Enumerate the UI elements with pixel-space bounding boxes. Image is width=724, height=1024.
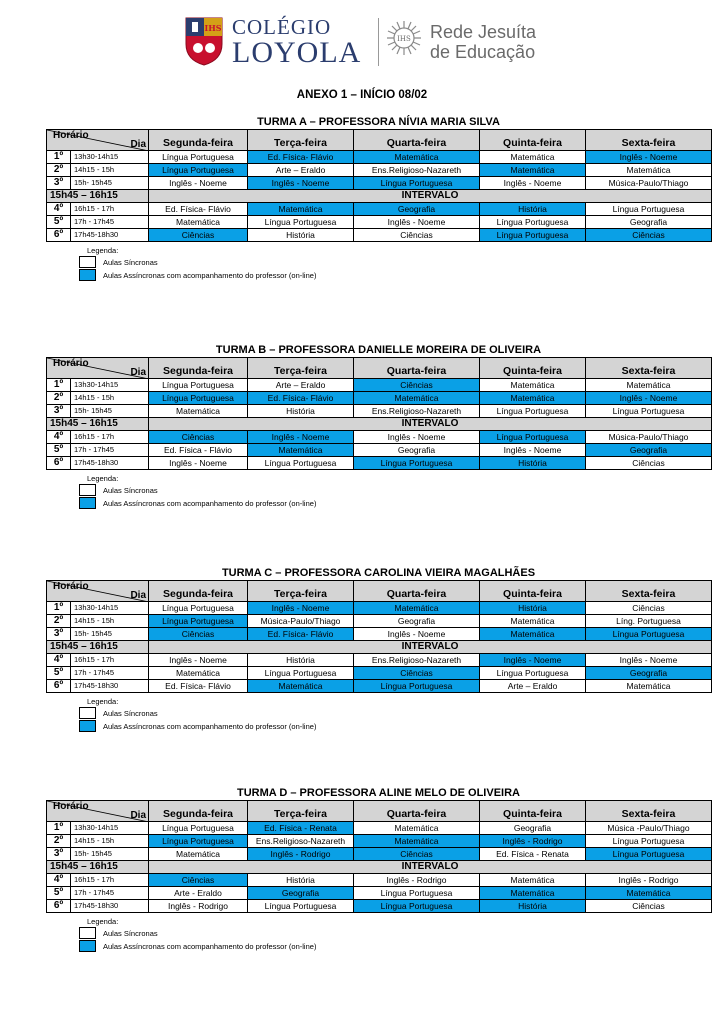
sync-class-cell: Matemática [149,216,248,229]
sync-class-cell: Ed. Física- Flávio [149,680,248,693]
async-class-cell: Geografia [248,887,354,900]
async-class-cell: Língua Portuguesa [586,628,712,641]
legend-title: Legenda: [87,917,119,926]
sync-class-cell: Inglês - Noeme [354,216,480,229]
sync-class-cell: Arte - Eraldo [149,887,248,900]
sync-class-cell: Matemática [586,680,712,693]
day-header: Sexta-feira [586,801,712,822]
sync-class-cell: Líng. Portuguesa [586,615,712,628]
legend-async-item [79,269,711,282]
sync-class-cell: Geografia [354,615,480,628]
class-period-row [47,900,712,913]
async-swatch [79,269,96,281]
sync-class-cell: Música -Paulo/Thiago [586,822,712,835]
sync-swatch [79,256,96,268]
dia-label: Dia [130,810,146,821]
sync-class-cell: Música-Paulo/Thiago [586,431,712,444]
day-header: Quarta-feira [354,801,480,822]
legend [79,246,711,282]
table-header-row [47,801,712,822]
day-header: Terça-feira [248,801,354,822]
sync-class-cell: Matemática [586,164,712,177]
day-header: Segunda-feira [149,801,248,822]
class-period-row [47,151,712,164]
legend-sync-label: Aulas Síncronas [103,258,158,267]
period-time: 13h30-14h15 [71,151,149,164]
sync-class-cell: Inglês - Noeme [149,457,248,470]
sync-class-cell: História [248,874,354,887]
async-class-cell: Geografia [354,203,480,216]
async-class-cell: Geografia [586,444,712,457]
school-name [232,16,361,68]
legend-title: Legenda: [87,474,119,483]
sync-class-cell: Língua Portuguesa [480,405,586,418]
table-header-row [47,358,712,379]
async-class-cell: Matemática [354,835,480,848]
annex-title: ANEXO 1 – INÍCIO 08/02 [296,89,428,101]
class-period-row [47,229,712,242]
async-class-cell: Inglês - Noeme [586,392,712,405]
async-class-cell: Inglês - Noeme [586,151,712,164]
legend-sync-label: Aulas Síncronas [103,929,158,938]
sync-class-cell: Ens.Religioso-Nazareth [354,405,480,418]
sync-class-cell: Língua Portuguesa [354,887,480,900]
period-time: 17h45-18h30 [71,229,149,242]
horario-label: Horário [53,358,89,369]
sync-class-cell: Língua Portuguesa [248,667,354,680]
legend-title: Legenda: [87,697,119,706]
async-class-cell: Ed. Física- Flávio [248,151,354,164]
sync-class-cell: Inglês - Rodrigo [354,874,480,887]
sync-class-cell: História [248,654,354,667]
dia-label: Dia [130,590,146,601]
colegio-loyola-shield-logo [184,16,224,66]
day-header: Quinta-feira [480,358,586,379]
async-class-cell: Ciências [354,667,480,680]
dia-label: Dia [130,367,146,378]
turma-a-section [46,115,711,282]
async-class-cell: Matemática [480,392,586,405]
sync-class-cell: Ed. Física - Renata [480,848,586,861]
day-header: Sexta-feira [586,130,712,151]
interval-time: 15h45 – 16h15 [47,418,149,431]
sync-class-cell: Língua Portuguesa [149,151,248,164]
sync-class-cell: Matemática [480,151,586,164]
legend-async-label: Aulas Assíncronas com acompanhamento do professor (on-line) [103,942,317,951]
sync-class-cell: Língua Portuguesa [248,900,354,913]
class-period-row [47,164,712,177]
period-number: 2º [47,164,71,177]
sync-class-cell: Língua Portuguesa [586,405,712,418]
period-time: 15h- 15h45 [71,177,149,190]
legend-title: Legenda: [87,246,119,255]
period-time: 17h - 17h45 [71,444,149,457]
async-class-cell: Inglês - Noeme [248,431,354,444]
interval-label: INTERVALO [149,641,712,654]
async-class-cell: Matemática [248,444,354,457]
sync-class-cell: Inglês - Noeme [480,444,586,457]
period-number: 4º [47,431,71,444]
sync-class-cell: Ens.Religioso-Nazareth [354,654,480,667]
sync-class-cell: Língua Portuguesa [480,216,586,229]
interval-time: 15h45 – 16h15 [47,641,149,654]
turma-b-section [46,343,711,510]
sync-class-cell: Inglês - Noeme [354,628,480,641]
sync-class-cell: Geografia [480,822,586,835]
period-number: 4º [47,874,71,887]
legend-async-item [79,497,711,510]
class-period-row [47,216,712,229]
async-class-cell: Ciências [586,229,712,242]
async-class-cell: Ciências [354,848,480,861]
period-number: 4º [47,654,71,667]
async-class-cell: Língua Portuguesa [586,848,712,861]
async-class-cell: Ciências [149,874,248,887]
period-time: 16h15 - 17h [71,874,149,887]
period-number: 5º [47,216,71,229]
sync-class-cell: Ciências [586,900,712,913]
async-class-cell: Matemática [480,887,586,900]
period-number: 3º [47,177,71,190]
async-class-cell: Ciências [354,379,480,392]
day-header: Quinta-feira [480,581,586,602]
sync-class-cell: Matemática [480,615,586,628]
class-period-row [47,444,712,457]
class-period-row [47,379,712,392]
day-header: Terça-feira [248,130,354,151]
horario-dia-header [47,581,149,602]
period-time: 15h- 15h45 [71,405,149,418]
async-class-cell: Língua Portuguesa [354,680,480,693]
class-period-row [47,680,712,693]
class-period-row [47,602,712,615]
sync-class-cell: Língua Portuguesa [149,379,248,392]
async-class-cell: Inglês - Rodrigo [248,848,354,861]
sync-class-cell: Língua Portuguesa [586,835,712,848]
sync-class-cell: Matemática [354,822,480,835]
day-header: Quarta-feira [354,358,480,379]
network-name-line1: Rede Jesuíta [430,22,537,42]
sync-class-cell: Língua Portuguesa [149,602,248,615]
schedule-table [46,357,712,470]
period-time: 15h- 15h45 [71,848,149,861]
day-header: Segunda-feira [149,581,248,602]
school-name-line2: LOYOLA [232,36,362,69]
sync-class-cell: Matemática [586,379,712,392]
async-swatch [79,940,96,952]
day-header: Terça-feira [248,358,354,379]
sync-class-cell: Inglês - Noeme [480,177,586,190]
period-number: 2º [47,835,71,848]
horario-label: Horário [53,130,89,141]
sync-class-cell: Ens.Religioso-Nazareth [248,835,354,848]
class-period-row [47,835,712,848]
sync-class-cell: Ciências [586,602,712,615]
period-number: 2º [47,392,71,405]
period-number: 5º [47,887,71,900]
async-class-cell: Geografia [586,667,712,680]
class-period-row [47,887,712,900]
period-time: 17h45-18h30 [71,680,149,693]
sync-class-cell: Língua Portuguesa [586,203,712,216]
async-class-cell: Língua Portuguesa [149,615,248,628]
legend-async-label: Aulas Assíncronas com acompanhamento do professor (on-line) [103,722,317,731]
period-number: 1º [47,822,71,835]
turma-title: TURMA C – PROFESSORA CAROLINA VIEIRA MAGALHÃES [221,567,536,579]
async-class-cell: Língua Portuguesa [354,457,480,470]
svg-text:IHS: IHS [204,23,222,33]
table-header-row [47,581,712,602]
sync-class-cell: Ciências [586,457,712,470]
class-period-row [47,874,712,887]
legend [79,917,711,953]
sync-class-cell: Arte – Eraldo [480,680,586,693]
async-class-cell: Inglês - Noeme [480,654,586,667]
day-header: Terça-feira [248,581,354,602]
turma-title: TURMA D – PROFESSORA ALINE MELO DE OLIVEIRA [237,787,520,799]
period-time: 17h - 17h45 [71,667,149,680]
async-class-cell: Inglês - Rodrigo [480,835,586,848]
period-number: 6º [47,680,71,693]
period-time: 13h30-14h15 [71,822,149,835]
legend-async-label: Aulas Assíncronas com acompanhamento do professor (on-line) [103,271,317,280]
async-class-cell: História [480,457,586,470]
class-period-row [47,628,712,641]
async-class-cell: Matemática [354,151,480,164]
async-class-cell: Ciências [149,431,248,444]
class-period-row [47,457,712,470]
legend [79,474,711,510]
legend-async-item [79,720,711,733]
interval-row [47,190,712,203]
legend-async-item [79,940,711,953]
table-header-row [47,130,712,151]
period-time: 14h15 - 15h [71,615,149,628]
class-period-row [47,177,712,190]
async-class-cell: Língua Portuguesa [354,900,480,913]
period-number: 3º [47,628,71,641]
async-class-cell: Língua Portuguesa [149,392,248,405]
network-name-line2: de Educação [430,42,536,62]
class-period-row [47,667,712,680]
horario-dia-header [47,358,149,379]
turma-d-section [46,786,711,953]
period-number: 6º [47,229,71,242]
class-period-row [47,615,712,628]
svg-text:IHS: IHS [397,35,411,43]
sync-class-cell: Matemática [149,848,248,861]
sync-class-cell: Língua Portuguesa [248,216,354,229]
day-header: Sexta-feira [586,581,712,602]
sync-class-cell: Ciências [354,229,480,242]
page-header [180,14,560,74]
sync-class-cell: Inglês - Rodrigo [586,874,712,887]
async-class-cell: Ed. Física- Flávio [248,628,354,641]
async-class-cell: Matemática [480,628,586,641]
async-class-cell: Língua Portuguesa [149,164,248,177]
async-class-cell: Matemática [248,680,354,693]
period-time: 16h15 - 17h [71,431,149,444]
interval-row [47,641,712,654]
period-number: 4º [47,203,71,216]
period-time: 15h- 15h45 [71,628,149,641]
async-class-cell: Matemática [586,887,712,900]
async-class-cell: Ed. Física- Flávio [248,392,354,405]
class-period-row [47,203,712,216]
dia-label: Dia [130,139,146,150]
horario-label: Horário [53,801,89,812]
horario-label: Horário [53,581,89,592]
period-time: 17h - 17h45 [71,887,149,900]
async-class-cell: Língua Portuguesa [149,835,248,848]
sync-class-cell: Inglês - Noeme [149,177,248,190]
turma-title: TURMA A – PROFESSORA NÍVIA MARIA SILVA [257,116,500,128]
sync-class-cell: Inglês - Noeme [354,431,480,444]
async-class-cell: Matemática [354,602,480,615]
sync-class-cell: Inglês - Noeme [586,654,712,667]
schedule-table [46,129,712,242]
period-time: 13h30-14h15 [71,602,149,615]
period-time: 14h15 - 15h [71,392,149,405]
period-number: 6º [47,457,71,470]
interval-row [47,418,712,431]
class-period-row [47,654,712,667]
async-class-cell: História [480,900,586,913]
sync-swatch [79,927,96,939]
async-class-cell: Matemática [354,392,480,405]
school-name-line1: COLÉGIO [232,15,332,39]
async-class-cell: História [480,602,586,615]
interval-time: 15h45 – 16h15 [47,861,149,874]
rede-jesuita-seal-icon [386,20,422,56]
sync-class-cell: Matemática [480,379,586,392]
sync-class-cell: Música-Paulo/Thiago [248,615,354,628]
sync-class-cell: Inglês - Rodrigo [149,900,248,913]
legend-sync-label: Aulas Síncronas [103,709,158,718]
sync-class-cell: Língua Portuguesa [480,667,586,680]
async-class-cell: Língua Portuguesa [354,177,480,190]
sync-class-cell: Matemática [149,405,248,418]
period-time: 17h - 17h45 [71,216,149,229]
day-header: Quinta-feira [480,801,586,822]
period-number: 5º [47,667,71,680]
period-number: 1º [47,602,71,615]
async-class-cell: Inglês - Noeme [248,177,354,190]
period-number: 1º [47,151,71,164]
async-class-cell: Ed. Física - Renata [248,822,354,835]
sync-class-cell: Inglês - Noeme [149,654,248,667]
sync-class-cell: Língua Portuguesa [248,457,354,470]
sync-class-cell: História [248,229,354,242]
period-number: 5º [47,444,71,457]
schedule-table [46,580,712,693]
legend-sync-label: Aulas Síncronas [103,486,158,495]
turma-title: TURMA B – PROFESSORA DANIELLE MOREIRA DE OLIVEIRA [215,344,542,356]
async-class-cell: Língua Portuguesa [480,431,586,444]
period-time: 17h45-18h30 [71,900,149,913]
legend-sync-item [79,927,711,940]
sync-class-cell: Matemática [480,874,586,887]
interval-label: INTERVALO [149,861,712,874]
sync-class-cell: Música-Paulo/Thiago [586,177,712,190]
day-header: Segunda-feira [149,358,248,379]
period-time: 17h45-18h30 [71,457,149,470]
class-period-row [47,392,712,405]
legend-sync-item [79,707,711,720]
period-number: 2º [47,615,71,628]
period-time: 14h15 - 15h [71,835,149,848]
sync-class-cell: Ed. Física - Flávio [149,444,248,457]
interval-label: INTERVALO [149,418,712,431]
interval-label: INTERVALO [149,190,712,203]
class-period-row [47,822,712,835]
class-period-row [47,848,712,861]
schedule-table [46,800,712,913]
day-header: Quarta-feira [354,581,480,602]
day-header: Sexta-feira [586,358,712,379]
period-number: 3º [47,848,71,861]
period-time: 13h30-14h15 [71,379,149,392]
sync-class-cell: Arte – Eraldo [248,164,354,177]
network-name [430,22,536,62]
period-number: 6º [47,900,71,913]
async-class-cell: Matemática [480,164,586,177]
sync-class-cell: Geografia [586,216,712,229]
period-time: 14h15 - 15h [71,164,149,177]
async-class-cell: Inglês - Noeme [248,602,354,615]
day-header: Quinta-feira [480,130,586,151]
async-class-cell: Ciências [149,628,248,641]
sync-class-cell: Geografia [354,444,480,457]
horario-dia-header [47,130,149,151]
class-period-row [47,431,712,444]
legend-sync-item [79,484,711,497]
period-time: 16h15 - 17h [71,654,149,667]
async-class-cell: História [480,203,586,216]
horario-dia-header [47,801,149,822]
interval-row [47,861,712,874]
async-class-cell: Matemática [248,203,354,216]
period-number: 3º [47,405,71,418]
legend [79,697,711,733]
sync-swatch [79,707,96,719]
legend-async-label: Aulas Assíncronas com acompanhamento do professor (on-line) [103,499,317,508]
async-swatch [79,497,96,509]
sync-class-cell: Língua Portuguesa [149,822,248,835]
legend-sync-item [79,256,711,269]
async-class-cell: Ciências [149,229,248,242]
async-class-cell: Língua Portuguesa [480,229,586,242]
sync-class-cell: Matemática [149,667,248,680]
sync-class-cell: Ed. Física- Flávio [149,203,248,216]
day-header: Segunda-feira [149,130,248,151]
sync-class-cell: Ens.Religioso-Nazareth [354,164,480,177]
class-period-row [47,405,712,418]
sync-swatch [79,484,96,496]
sync-class-cell: História [248,405,354,418]
period-number: 1º [47,379,71,392]
interval-time: 15h45 – 16h15 [47,190,149,203]
turma-c-section [46,566,711,733]
async-swatch [79,720,96,732]
header-divider [378,18,379,66]
day-header: Quarta-feira [354,130,480,151]
sync-class-cell: Arte – Eraldo [248,379,354,392]
period-time: 16h15 - 17h [71,203,149,216]
